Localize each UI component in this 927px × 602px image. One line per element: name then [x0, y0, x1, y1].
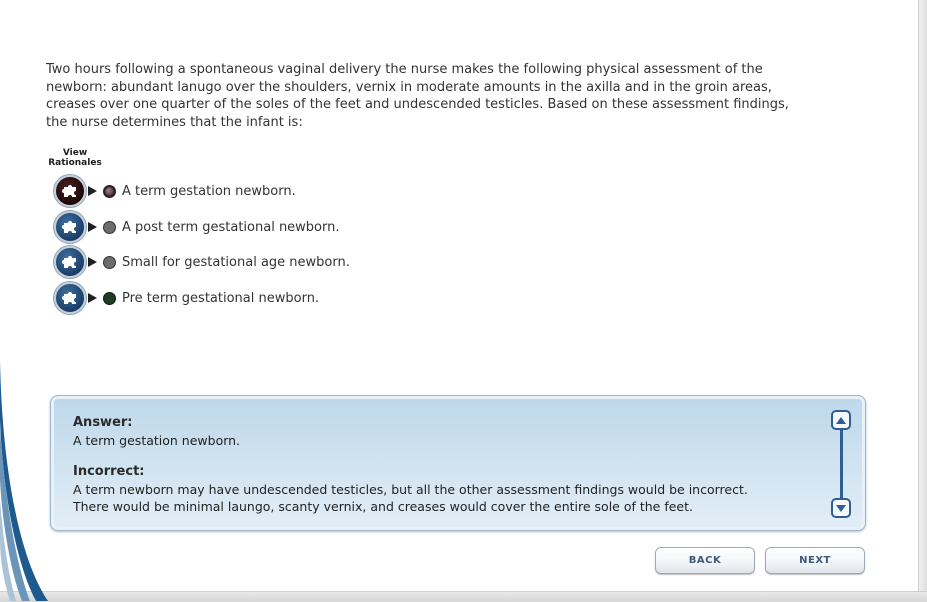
- puzzle-icon: [62, 183, 78, 199]
- option-radio[interactable]: [103, 185, 116, 198]
- feedback-content: [73, 414, 813, 516]
- answer-heading: Answer:: [73, 415, 133, 430]
- pointer-arrow-icon: [88, 257, 97, 267]
- arrow-down-icon: [836, 505, 846, 512]
- window-right-border: [918, 0, 927, 601]
- view-rationales-label: [44, 148, 106, 168]
- answer-option[interactable]: [54, 282, 454, 314]
- scroll-down-button[interactable]: [831, 498, 851, 518]
- next-button[interactable]: NEXT: [765, 547, 865, 574]
- view-rationales-label-line2: Rationales: [48, 158, 102, 168]
- answer-option[interactable]: [54, 175, 454, 207]
- puzzle-icon: [62, 254, 78, 270]
- option-label[interactable]: Small for gestational age newborn.: [122, 254, 350, 270]
- puzzle-icon: [62, 290, 78, 306]
- pointer-arrow-icon: [88, 222, 97, 232]
- pointer-arrow-icon: [88, 186, 97, 196]
- rationale-puzzle-button[interactable]: [54, 175, 86, 207]
- option-radio[interactable]: [103, 221, 116, 234]
- option-label[interactable]: A post term gestational newborn.: [122, 219, 340, 235]
- window-bottom-border: [0, 591, 927, 602]
- answer-option[interactable]: [54, 211, 454, 243]
- incorrect-text-line1: A term newborn may have undescended testicles, but all the other assessment findings would be incorrect.: [73, 481, 748, 497]
- pointer-arrow-icon: [88, 293, 97, 303]
- incorrect-text-line2: There would be minimal laungo, scanty vernix, and creases would cover the entire sole of the feet.: [73, 499, 693, 514]
- incorrect-heading: Incorrect:: [73, 464, 145, 479]
- puzzle-icon: [62, 219, 78, 235]
- answer-option[interactable]: [54, 246, 454, 278]
- option-label[interactable]: Pre term gestational newborn.: [122, 290, 320, 306]
- option-label[interactable]: A term gestation newborn.: [122, 183, 296, 199]
- answer-text: A term gestation newborn.: [73, 432, 241, 448]
- scrollbar-track[interactable]: [840, 430, 843, 498]
- rationale-puzzle-button[interactable]: [54, 211, 86, 243]
- question-text: Two hours following a spontaneous vaginal delivery the nurse makes the following physical assessment of the newborn: abundant lanugo over the shoulders, vernix in moderate amounts in the axilla and in the groin areas, creases over one quarter of the soles of the feet and undescended testicles. Based on these assessment findings, the nurse determines that the infant is:: [46, 62, 789, 130]
- rationale-puzzle-button[interactable]: [54, 282, 86, 314]
- option-radio[interactable]: [103, 256, 116, 269]
- rationale-puzzle-button[interactable]: [54, 246, 86, 278]
- view-rationales-label-line1: View: [62, 148, 88, 158]
- option-radio[interactable]: [103, 292, 116, 305]
- back-button[interactable]: BACK: [655, 547, 755, 574]
- feedback-panel: [50, 395, 866, 531]
- arrow-up-icon: [836, 417, 846, 424]
- scroll-up-button[interactable]: [831, 410, 851, 430]
